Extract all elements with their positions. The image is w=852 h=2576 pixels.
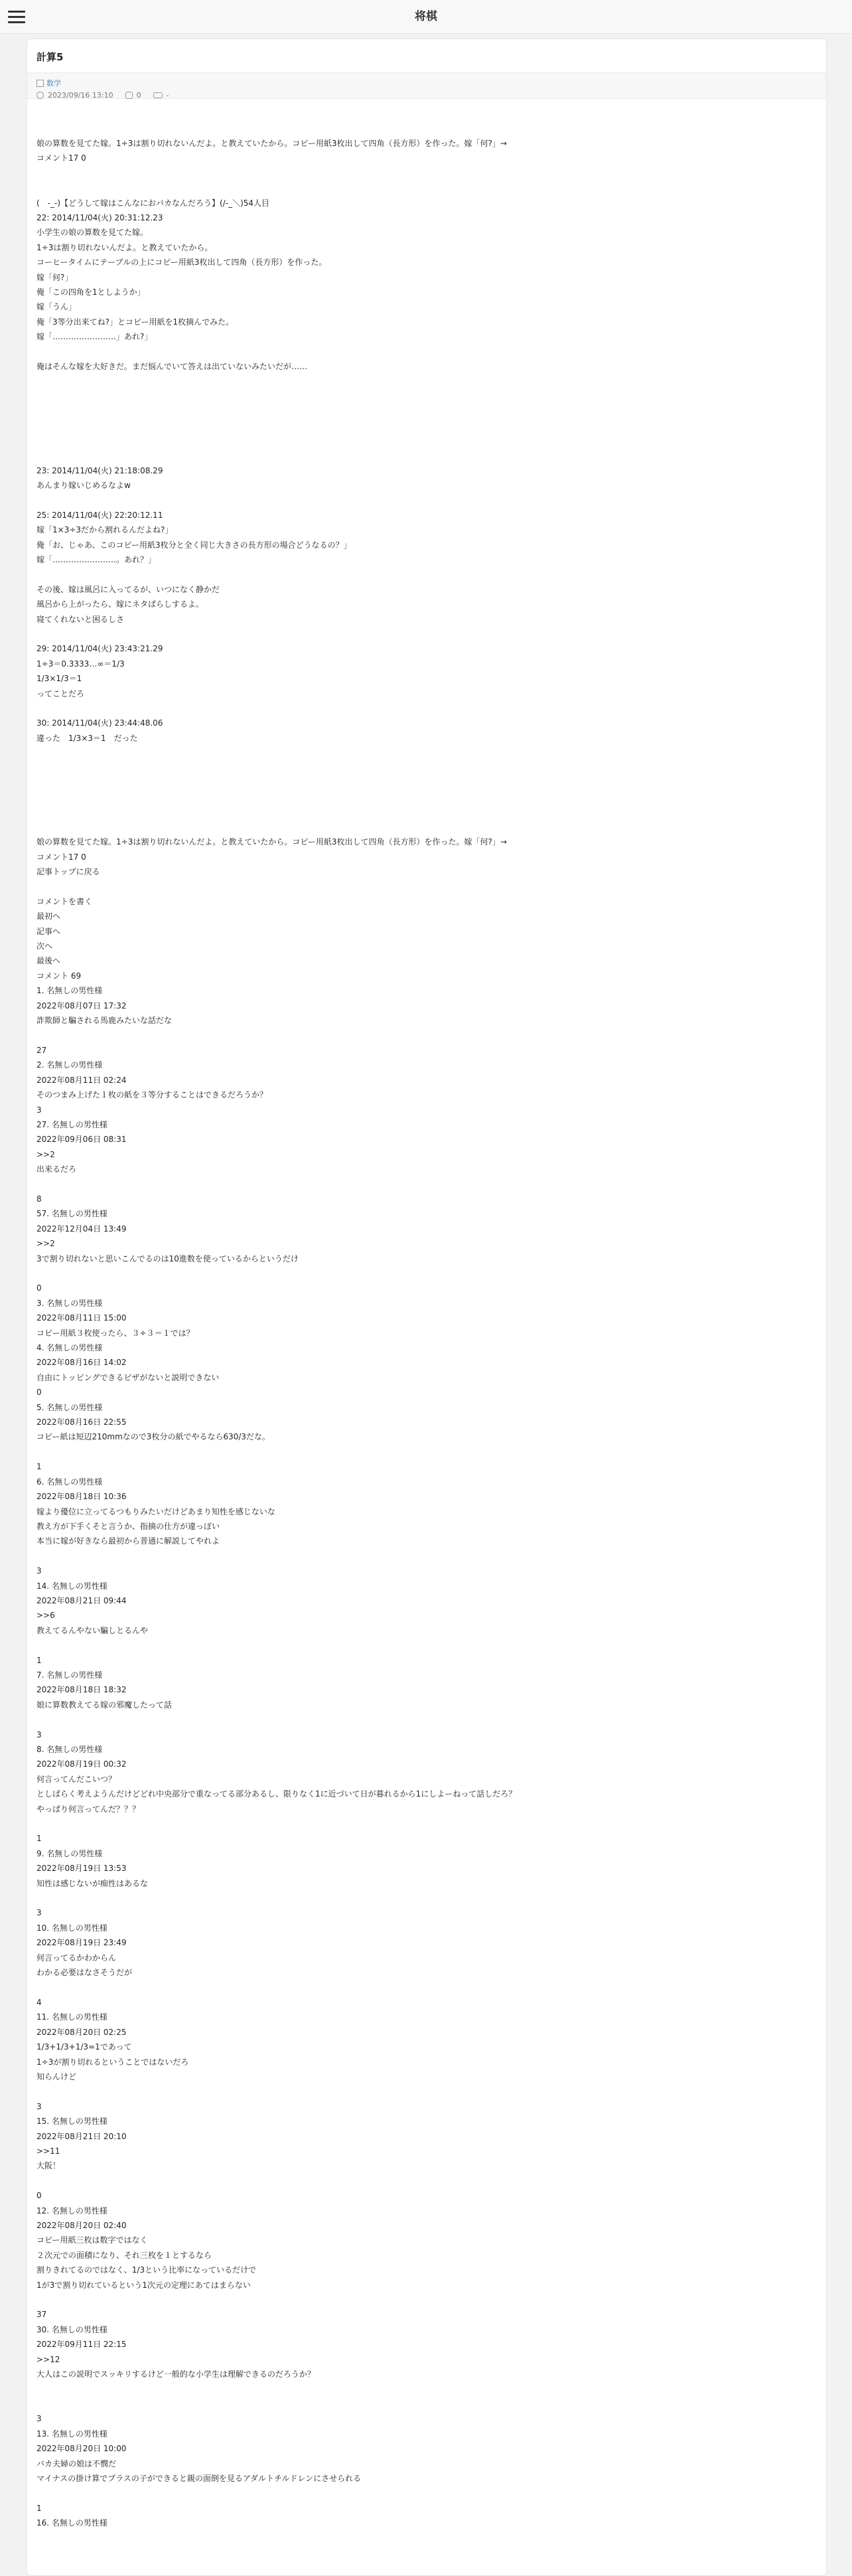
article-block-1: 娘の算数を見てた嫁。1÷3は割り切れないんだよ。と教えていたから。コピー用紙3枚出して四角（長方形）を作った。嫁「何?」→ コメント17 0 ( -_-)【どうして嫁はこんなにおバカなんだろう】(/-_＼)54人目 22: 2014/11/04(火) 20:31:12.23 小学生の娘の算数を見てた嫁。 1÷3は割り切れないんだよ。と教えていたから。 コーヒータイムにテーブルの上にコピー用紙3枚出して四角（長方形）を作った。 嫁「何?」 俺「この四角を1としようか」 嫁「うん」 俺「3等分出来てね?」とコピー用紙を1枚摘んでみた。 嫁「……………………」あれ?」 俺はそんな嫁を大好きだ。まだ悩んでいて答えは出ていないみたいだが…… xyxy=(36,139,507,372)
clock-icon xyxy=(36,92,44,99)
article-block-2: 23: 2014/11/04(火) 21:18:08.29 あんまり嫁いじめるなよw 25: 2014/11/04(火) 22:20:12.11 嫁「1×3÷3だから割れるんだよね?」 俺「お、じゃあ、このコピー用紙3枚分と全く同じ大きさの長方形の場合どうなるの？」 嫁「……………………。あれ？」 その後、嫁は風呂に入ってるが、いつになく静かだ 風呂から上がったら、嫁にネタばらしするよ。 寝てくれないと困るしさ 29: 2014/11/04(火) 23:43:21.29 1÷3＝0.3333…∞＝1/3 1/3×1/3＝1 ってことだろ 30: 2014/11/04(火) 23:44:48.06 違った 1/3×3＝1 だった xyxy=(36,465,352,743)
article-card xyxy=(27,39,827,2576)
comments-section: 娘の算数を見てた嫁。1÷3は割り切れないんだよ。と教えていたから。コピー用紙3枚出して四角（長方形）を作った。嫁「何?」→ コメント17 0 記事トップに戻る コメントを書く 最初へ 記事へ 次へ 最後へ コメント 69 1. 名無しの男性様 2022年08月07日 17:32 詐欺師と騙される馬鹿みたいな話だな 27 2. 名無しの男性様 2022年08月11日 02:24 そのつまみ上げた１枚の紙を３等分することはできるだろうか？ 3 27. 名無しの男性様 2022年09月06日 08:31 >>2 出来るだろ 8 57. 名無しの男性様 2022年12月04日 13:49 >>2 3で割り切れないと思いこんでるのは10進数を使っているからというだけ 0 3. 名無しの男性様 2022年08月11日 15:00 コピー用紙３枚使ったら、３÷３＝１では？ 4. 名無しの男性様 2022年08月16日 14:02 自由にトッピングできるピザがないと説明できない 0 5. 名無しの男性様 2022年08月16日 22:55 コピー紙は短辺210mmなので3枚分の紙でやるなら630/3だな。 1 6. 名無しの男性様 2022年08月18日 10:36 嫁より優位に立ってるつもりみたいだけどあまり知性を感じないな 教え方が下手くそと言うか、指摘の仕方が違っぽい 本当に嫁が好きなら最初から普通に解説してやれよ 3 14. 名無しの男性様 2022年08月21日 09:44 >>6 教えてるんやない騙しとるんや 1 7. 名無しの男性様 2022年08月18日 18:32 娘に算数教えてる嫁の邪魔したって話 3 8. 名無しの男性様 2022年08月19日 00:32 何言ってんだこいつ？ としばらく考えようんだけどどれ中央部分で重なってる部分あるし、限りなく1に近づいて日が暮れるから1にしよーねって話しだろ？ やっぱり何言ってんだ？？？ 1 9. 名無しの男性様 2022年08月19日 13:53 知性は感じないが痴性はあるな 3 10. 名無しの男性様 2022年08月19日 23:49 何言ってるかわからん わかる必要はなさそうだが 4 11. 名無しの男性様 2022年08月20日 02:25 1/3+1/3+1/3=1であって 1÷3が割り切れるということではないだろ 知らんけど 3 15. 名無しの男性様 2022年08月21日 20:10 >>11 大阪！ 0 12. 名無しの男性様 2022年08月20日 02:40 コピー用紙三枚は数字ではなく ２次元での面積になり、それ三枚を１とするなら 割りきれてるのではなく、1/3という比率になっているだけで 1が3で割り切れているという1次元の定理にあてはまらない 37 30. 名無しの男性様 2022年09月11日 22:15 >>12 大人はこの説明でスッキリするけど一般的な小学生は理解できるのだろうか？ 3 13. 名無しの男性様 2022年08月20日 10:00 バカ夫婦の娘は不憫だ マイナスの掛け算でプラスの子ができると親の面倒を見るアダルトチルドレンにさせられる 1 16. 名無しの男性様 xyxy=(36,837,517,2528)
post-date: 2023/09/16 13:10 xyxy=(48,90,113,100)
extra-meta: - xyxy=(166,90,169,100)
comment-count[interactable]: 0 xyxy=(136,90,141,100)
tag-icon xyxy=(153,92,163,98)
category-link[interactable]: 数学 xyxy=(46,79,61,88)
article-body xyxy=(27,99,826,2531)
folder-icon xyxy=(36,80,44,87)
top-bar xyxy=(0,0,852,34)
site-title[interactable]: 将棋 xyxy=(415,10,437,23)
post-meta xyxy=(27,72,826,99)
comment-icon[interactable] xyxy=(125,92,133,99)
post-title: 計算5 xyxy=(36,51,64,63)
